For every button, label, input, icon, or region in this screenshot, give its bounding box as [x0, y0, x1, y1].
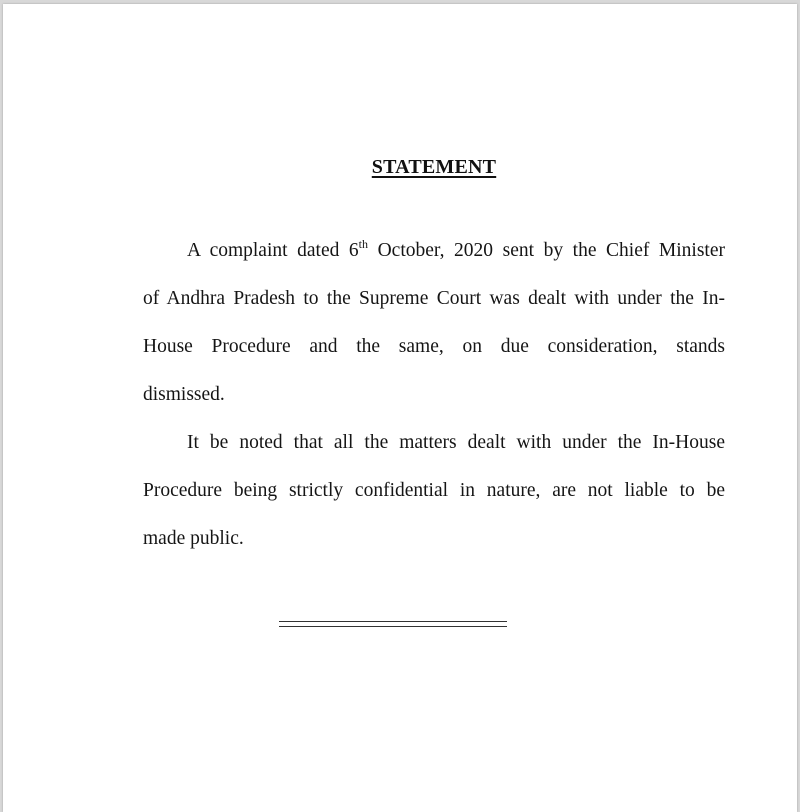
paragraph-complaint-line-3: House Procedure and the same, on due consideration, stands: [143, 336, 725, 357]
paragraph-confidentiality-line-3: made public.: [143, 528, 244, 549]
paragraph-confidentiality-line-1: It be noted that all the matters dealt with under the In-House: [187, 432, 725, 453]
document-title: [3, 156, 800, 179]
statement-body: [143, 227, 725, 563]
paragraph-complaint-line-2: of Andhra Pradesh to the Supreme Court was dealt with under the In-: [143, 288, 725, 309]
paragraph-complaint: [143, 227, 725, 419]
closing-double-rule: [279, 621, 507, 627]
paragraph-complaint-line-4: dismissed.: [143, 384, 225, 405]
document-title-text: STATEMENT: [371, 156, 497, 178]
paragraph-confidentiality: [143, 419, 725, 563]
document-page: [3, 4, 797, 812]
ordinal-superscript: th: [358, 237, 369, 251]
paragraph-confidentiality-line-2: Procedure being strictly confidential in nature, are not liable to be: [143, 480, 725, 501]
paragraph-complaint-line-1: A complaint dated 6th October, 2020 sent by the Chief Minister: [187, 237, 725, 261]
